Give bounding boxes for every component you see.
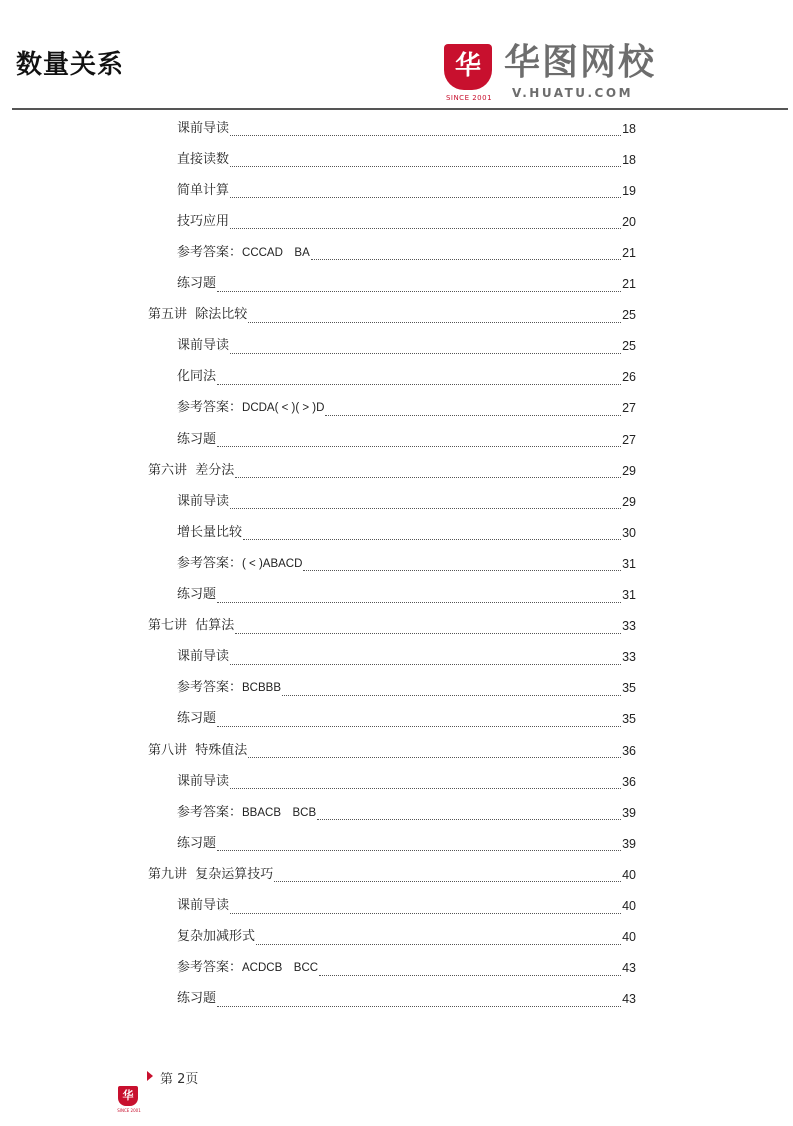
header-divider: [12, 108, 788, 110]
toc-entry-label: 简单计算: [177, 182, 230, 198]
toc-section-entry[interactable]: [177, 984, 636, 1015]
toc-entry-label: 练习题: [177, 431, 217, 447]
toc-entry-label: 课前导读: [177, 773, 230, 789]
toc-page-number: 40: [622, 930, 636, 945]
toc-entry-label: 第九讲 复杂运算技巧: [148, 866, 274, 882]
toc-page-number: 43: [622, 961, 636, 976]
toc-entry-label: 参考答案：BCBBB: [177, 680, 282, 696]
toc-section-entry[interactable]: [177, 642, 636, 673]
toc-chapter-entry[interactable]: [148, 859, 636, 890]
huatu-logo: [444, 44, 694, 104]
toc-section-entry[interactable]: [177, 269, 636, 300]
toc-entry-label: 复杂加减形式: [177, 929, 256, 945]
footer-seal-icon: 华: [118, 1086, 138, 1106]
toc-section-entry[interactable]: [177, 922, 636, 953]
toc-page-number: 39: [622, 836, 636, 851]
toc-page-number: 35: [622, 712, 636, 727]
toc-answer-key: DCDA( < )( > )D: [242, 402, 325, 415]
toc-chapter-entry[interactable]: [148, 735, 636, 766]
toc-section-entry[interactable]: [177, 891, 636, 922]
toc-entry-label: 课前导读: [177, 898, 230, 913]
toc-dot-leader: [230, 913, 621, 914]
toc-entry-label: 增长量比较: [177, 524, 243, 540]
toc-dot-leader: [248, 322, 621, 323]
toc-answer-key: BBACB BCB: [242, 806, 317, 819]
toc-entry-label: 直接读数: [177, 151, 230, 167]
toc-section-entry[interactable]: [177, 704, 636, 735]
toc-page-number: 31: [622, 556, 636, 571]
toc-entry-label: 第七讲 估算法: [148, 618, 235, 634]
toc-dot-leader: [319, 975, 621, 976]
toc-dot-leader: [230, 664, 621, 665]
toc-dot-leader: [217, 384, 621, 385]
toc-section-entry[interactable]: [177, 424, 636, 455]
toc-section-entry[interactable]: [177, 673, 636, 704]
toc-entry-label: 练习题: [177, 711, 217, 727]
toc-section-entry[interactable]: [177, 580, 636, 611]
footer-arrow-icon: [147, 1071, 153, 1081]
toc-page-number: 18: [622, 121, 636, 136]
toc-entry-label: 练习题: [177, 835, 217, 851]
toc-entry-label: 参考答案：( < )ABACD: [177, 555, 303, 571]
toc-page-number: 25: [622, 308, 636, 323]
toc-answer-key: BCBBB: [242, 682, 282, 695]
toc-chapter-entry[interactable]: [148, 455, 636, 486]
toc-dot-leader: [230, 228, 621, 229]
toc-dot-leader: [325, 415, 621, 416]
toc-section-entry[interactable]: [177, 206, 636, 237]
toc-page-number: 27: [622, 432, 636, 447]
toc-page-number: 20: [622, 214, 636, 229]
toc-entry-label: 技巧应用: [177, 213, 230, 229]
toc-page-number: 40: [622, 867, 636, 882]
toc-dot-leader: [274, 881, 621, 882]
toc-dot-leader: [235, 633, 621, 634]
toc-section-entry[interactable]: [177, 953, 636, 984]
toc-entry-label: 课前导读: [177, 649, 230, 665]
toc-entry-label: 课前导读: [177, 493, 230, 509]
footer-page-number: 第 2页: [160, 1072, 199, 1087]
toc-dot-leader: [311, 259, 621, 260]
toc-entry-label: 参考答案：CCCAD BA: [177, 244, 310, 260]
toc-entry-label: 第八讲 特殊值法: [148, 742, 248, 758]
footer-since-text: SINCE 2001: [117, 1108, 141, 1113]
toc-page-number: 21: [622, 245, 636, 260]
toc-entry-label: 练习题: [177, 276, 217, 291]
toc-page-number: 18: [622, 152, 636, 167]
toc-entry-label: 课前导读: [177, 120, 230, 136]
toc-page-number: 43: [622, 992, 636, 1007]
toc-page-number: 31: [622, 588, 636, 602]
toc-section-entry[interactable]: [177, 828, 636, 859]
toc-page-number: 33: [622, 619, 636, 634]
logo-url: V.HUATU.COM: [512, 86, 634, 100]
toc-entry-label: 参考答案：BBACB BCB: [177, 804, 317, 820]
toc-page-number: 21: [622, 277, 636, 291]
toc-dot-leader: [217, 602, 621, 603]
toc-answer-key: ACDCB BCC: [242, 962, 319, 975]
toc-dot-leader: [230, 788, 621, 789]
toc-page-number: 25: [622, 339, 636, 354]
toc-section-entry[interactable]: [177, 766, 636, 797]
toc-dot-leader: [230, 166, 621, 167]
document-title: 数量关系: [16, 50, 125, 80]
logo-brand-name: 华图网校: [504, 42, 657, 83]
toc-dot-leader: [230, 508, 621, 509]
toc-section-entry[interactable]: [177, 797, 636, 828]
toc-entry-label: 练习题: [177, 991, 217, 1007]
toc-section-entry[interactable]: [177, 237, 636, 268]
toc-dot-leader: [303, 570, 621, 571]
toc-dot-leader: [243, 539, 621, 540]
toc-page-number: 40: [622, 899, 636, 913]
toc-dot-leader: [217, 726, 621, 727]
toc-section-entry[interactable]: [177, 486, 636, 517]
toc-entry-label: 课前导读: [177, 338, 230, 354]
toc-section-entry[interactable]: [177, 144, 636, 175]
toc-chapter-entry[interactable]: [148, 611, 636, 642]
toc-page-number: 36: [622, 743, 636, 758]
toc-dot-leader: [317, 819, 621, 820]
toc-chapter-entry[interactable]: [148, 300, 636, 331]
toc-answer-key: ( < )ABACD: [242, 557, 303, 570]
toc-entry-label: 练习题: [177, 587, 217, 602]
toc-page-number: 33: [622, 650, 636, 665]
toc-page-number: 29: [622, 494, 636, 509]
toc-entry-label: 参考答案：ACDCB BCC: [177, 960, 319, 976]
toc-section-entry[interactable]: [177, 548, 636, 579]
toc-dot-leader: [230, 197, 621, 198]
toc-page-number: 26: [622, 370, 636, 385]
toc-page-number: 30: [622, 525, 636, 540]
page-footer: [118, 1066, 318, 1126]
toc-dot-leader: [217, 1006, 621, 1007]
toc-dot-leader: [230, 353, 621, 354]
toc-section-entry[interactable]: [177, 113, 636, 144]
toc-entry-label: 参考答案：DCDA( < )( > )D: [177, 400, 325, 416]
huatu-seal-icon: 华: [444, 44, 492, 90]
toc-dot-leader: [230, 135, 621, 136]
toc-section-entry[interactable]: [177, 362, 636, 393]
toc-page-number: 29: [622, 463, 636, 478]
toc-dot-leader: [248, 757, 621, 758]
toc-entry-label: 第六讲 差分法: [148, 462, 235, 478]
toc-page-number: 27: [622, 401, 636, 416]
toc-entry-label: 化同法: [177, 369, 217, 385]
toc-page-number: 35: [622, 681, 636, 696]
toc-section-entry[interactable]: [177, 175, 636, 206]
toc-answer-key: CCCAD BA: [242, 246, 310, 259]
toc-page-number: 36: [622, 774, 636, 789]
toc-dot-leader: [256, 944, 621, 945]
toc-dot-leader: [217, 291, 621, 292]
toc-dot-leader: [235, 477, 621, 478]
toc-page-number: 19: [622, 183, 636, 198]
logo-since-text: SINCE 2001: [445, 94, 493, 102]
toc-section-entry[interactable]: [177, 393, 636, 424]
toc-dot-leader: [282, 695, 621, 696]
toc-section-entry[interactable]: [177, 517, 636, 548]
toc-section-entry[interactable]: [177, 331, 636, 362]
toc-dot-leader: [217, 850, 621, 851]
toc-dot-leader: [217, 446, 621, 447]
toc-entry-label: 第五讲 除法比较: [148, 307, 248, 323]
toc-page-number: 39: [622, 805, 636, 820]
